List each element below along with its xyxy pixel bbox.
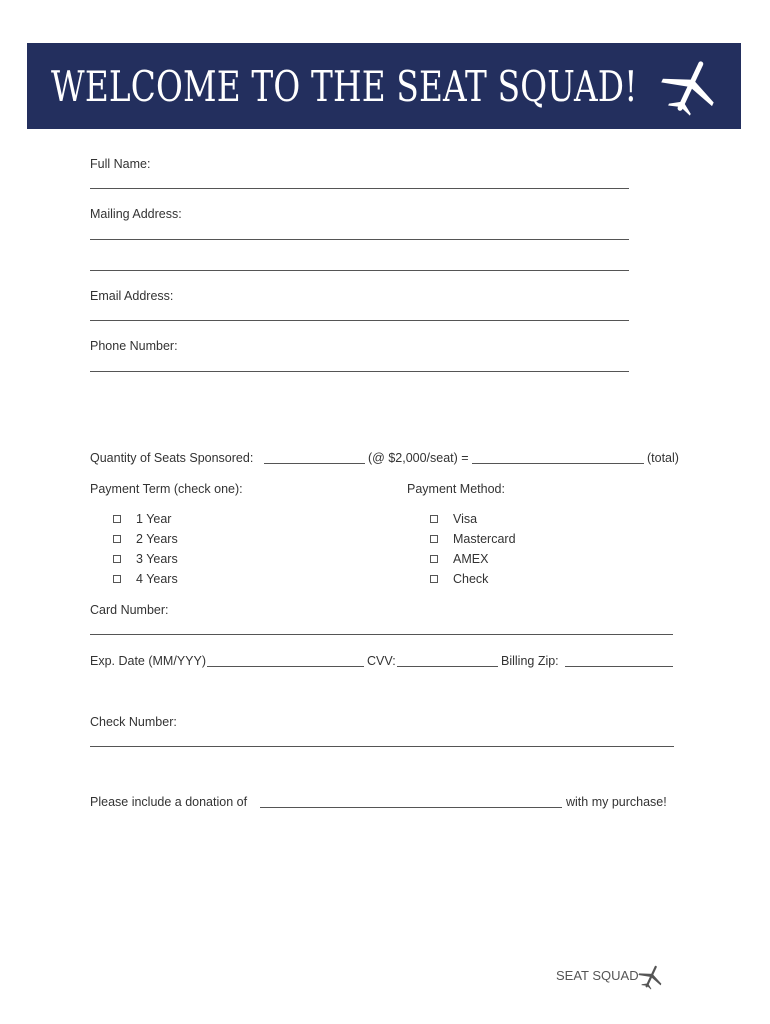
quantity-line[interactable] (264, 463, 365, 464)
donation-text-after: with my purchase! (566, 795, 667, 809)
page-title: WELCOME TO THE SEAT SQUAD! (51, 62, 638, 111)
exp-date-label: Exp. Date (MM/YYY) (90, 654, 206, 668)
term-checkbox-3[interactable] (113, 555, 121, 563)
check-number-line[interactable] (90, 746, 674, 747)
billing-zip-line[interactable] (565, 666, 673, 667)
method-option-label: Visa (453, 512, 478, 526)
donation-text-before: Please include a donation of (90, 795, 248, 809)
mailing-address-line-2[interactable] (90, 270, 629, 271)
airplane-icon (658, 55, 722, 119)
check-number-label: Check Number: (90, 715, 177, 729)
method-option-label: Check (453, 572, 489, 586)
term-checkbox-2[interactable] (113, 535, 121, 543)
term-checkbox-1[interactable] (113, 515, 121, 523)
term-option-label: 4 Years (136, 572, 178, 586)
mailing-address-label: Mailing Address: (90, 207, 182, 221)
donation-amount-line[interactable] (260, 807, 562, 808)
payment-method-label: Payment Method: (407, 482, 505, 496)
cvv-label: CVV: (367, 654, 396, 668)
phone-number-label: Phone Number: (90, 339, 178, 353)
full-name-label: Full Name: (90, 157, 151, 171)
method-checkbox-visa[interactable] (430, 515, 438, 523)
email-address-label: Email Address: (90, 289, 174, 303)
email-address-line[interactable] (90, 320, 629, 321)
airplane-icon (637, 963, 665, 991)
cvv-line[interactable] (397, 666, 498, 667)
quantity-label: Quantity of Seats Sponsored: (90, 451, 254, 465)
card-number-label: Card Number: (90, 603, 169, 617)
footer-brand: SEAT SQUAD (556, 968, 639, 983)
term-option-label: 1 Year (136, 512, 172, 526)
phone-number-line[interactable] (90, 371, 629, 372)
method-option-label: AMEX (453, 552, 489, 566)
card-number-line[interactable] (90, 634, 673, 635)
header-banner (27, 43, 741, 129)
exp-date-line[interactable] (207, 666, 364, 667)
method-checkbox-check[interactable] (430, 575, 438, 583)
term-checkbox-4[interactable] (113, 575, 121, 583)
method-checkbox-amex[interactable] (430, 555, 438, 563)
price-text: (@ $2,000/seat) = (368, 451, 469, 465)
billing-zip-label: Billing Zip: (501, 654, 559, 668)
mailing-address-line-1[interactable] (90, 239, 629, 240)
term-option-label: 3 Years (136, 552, 178, 566)
method-checkbox-mastercard[interactable] (430, 535, 438, 543)
method-option-label: Mastercard (453, 532, 516, 546)
total-line[interactable] (472, 463, 644, 464)
full-name-line[interactable] (90, 188, 629, 189)
payment-term-label: Payment Term (check one): (90, 482, 243, 496)
total-text: (total) (647, 451, 679, 465)
term-option-label: 2 Years (136, 532, 178, 546)
